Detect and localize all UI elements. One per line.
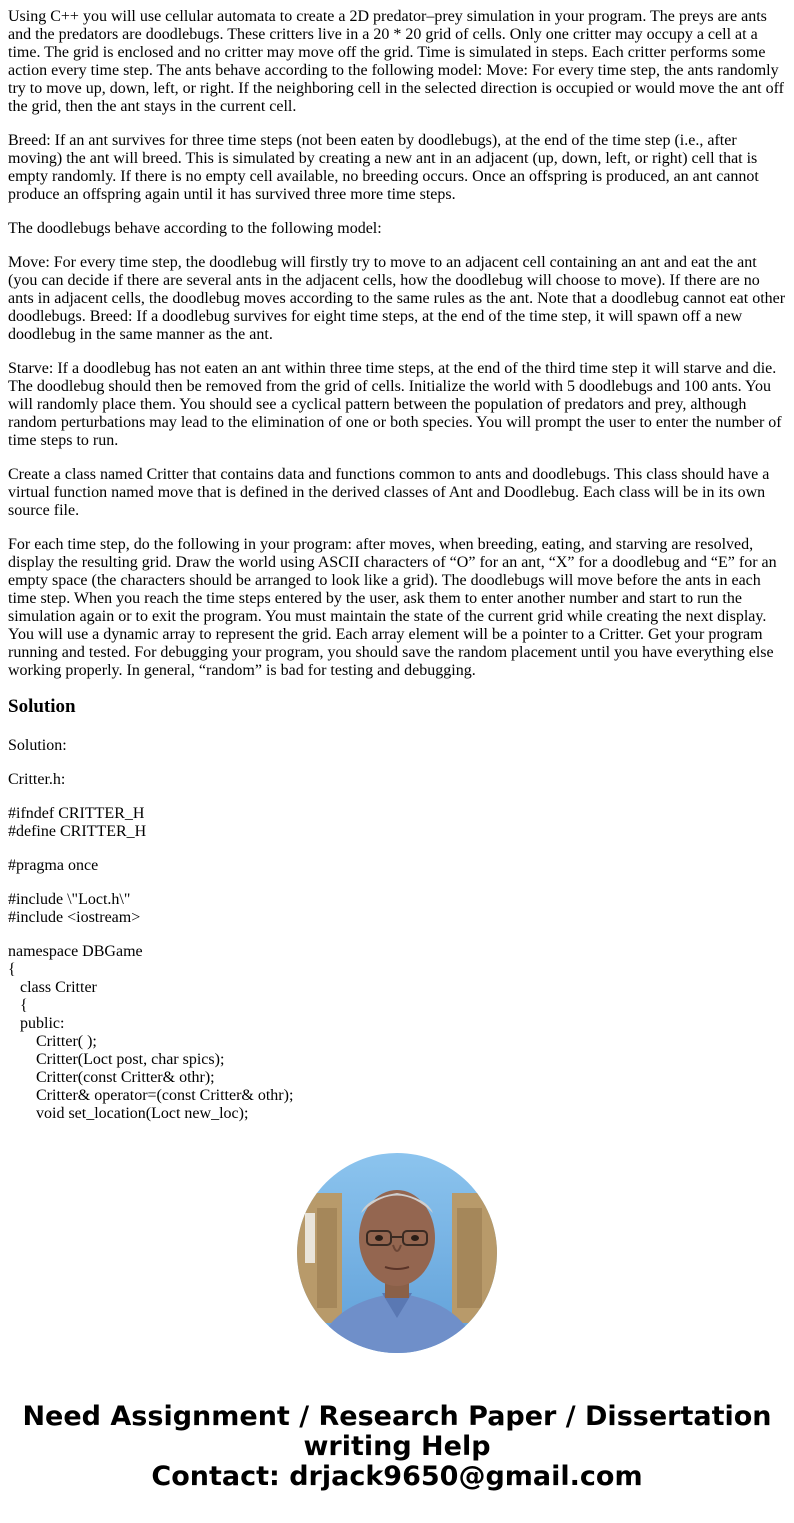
- code-line: class Critter: [8, 979, 97, 996]
- question-text: [8, 8, 788, 680]
- question-paragraph: Using C++ you will use cellular automata to create a 2D predator–prey simulation in your program. The preys are ants and the predators are doodlebugs. These critters live in a 20 * 20 grid of cells. Only one critter may occupy a cell at a time. The grid is enclosed and no critter may move off the grid. Time is simulated in steps. Each critter performs some action every time step. The ants behave according to the following model: Move: For every time step, the ants randomly try to move up, down, left, or right. If the neighboring cell in the selected direction is occupied or would move the ant off the grid, then the ant stays in the current cell.: [8, 8, 784, 115]
- code-block-class: [8, 943, 788, 1123]
- code-line: {: [8, 997, 28, 1014]
- document-body: [8, 8, 788, 1139]
- code-line: Critter(Loct post, char spics);: [8, 1051, 225, 1068]
- code-line: #pragma once: [8, 857, 99, 874]
- question-paragraph: The doodlebugs behave according to the following model:: [8, 220, 382, 237]
- file-label: Critter.h:: [8, 771, 66, 788]
- banner-line: writing Help: [303, 1431, 491, 1462]
- code-line: {: [8, 961, 16, 978]
- code-block-pragma: [8, 857, 788, 875]
- solution-label: Solution:: [8, 737, 67, 754]
- avatar: [297, 1153, 497, 1353]
- code-line: #define CRITTER_H: [8, 823, 147, 840]
- code-block-guard: [8, 805, 788, 841]
- code-line: Critter(const Critter& othr);: [8, 1069, 215, 1086]
- contact-email: Contact: drjack9650@gmail.com: [151, 1461, 643, 1492]
- contact-banner: [0, 1402, 794, 1492]
- banner-line: Need Assignment / Research Paper / Dissertation: [22, 1401, 772, 1432]
- code-line: Critter& operator=(const Critter& othr);: [8, 1087, 294, 1104]
- code-line: #include \"Loct.h\": [8, 891, 131, 908]
- code-line: #ifndef CRITTER_H: [8, 805, 145, 822]
- code-line: public:: [8, 1015, 65, 1032]
- question-paragraph: Create a class named Critter that contains data and functions common to ants and doodlebugs. This class should have a virtual function named move that is defined in the derived classes of Ant and Doodlebug. Each class will be in its own source file.: [8, 466, 770, 519]
- code-line: namespace DBGame: [8, 943, 143, 960]
- code-line: #include <iostream>: [8, 909, 141, 926]
- code-line: void set_location(Loct new_loc);: [8, 1105, 249, 1122]
- question-paragraph: Breed: If an ant survives for three time steps (not been eaten by doodlebugs), at the end of the time step (i.e., after moving) the ant will breed. This is simulated by creating a new ant in an adjacent (up, down, left, or right) cell that is empty randomly. If there is no empty cell available, no breeding occurs. Once an offspring is produced, an ant cannot produce an offspring again until it has survived three more time steps.: [8, 132, 759, 203]
- question-paragraph: For each time step, do the following in your program: after moves, when breeding, eating, and starving are resolved, display the resulting grid. Draw the world using ASCII characters of “O” for an ant, “X” for a doodlebug and “E” for an empty space (the characters should be arranged to look like a grid). The doodlebugs will move before the ants in each time step. When you reach the time steps entered by the user, ask them to enter another number and start to run the simulation again or to exit the program. You must maintain the state of the current grid while creating the next display. You will use a dynamic array to represent the grid. Each array element will be a pointer to a Critter. Get your program running and tested. For debugging your program, you should save the random placement until you have everything else working properly. In general, “random” is bad for testing and debugging.: [8, 536, 777, 679]
- question-paragraph: Move: For every time step, the doodlebug will firstly try to move to an adjacent cell containing an ant and eat the ant (you can decide if there are several ants in the adjacent cells, how the doodlebug will choose to move). If there are no ants in adjacent cells, the doodlebug moves according to the same rules as the ant. Note that a doodlebug cannot eat other doodlebugs. Breed: If a doodlebug survives for eight time steps, at the end of the time step, it will spawn off a new doodlebug in the same manner as the ant.: [8, 254, 786, 343]
- avatar-portrait: [297, 1153, 497, 1353]
- question-paragraph: Starve: If a doodlebug has not eaten an ant within three time steps, at the end of the third time step it will starve and die. The doodlebug should then be removed from the grid of cells. Initialize the world with 5 doodlebugs and 100 ants. You will randomly place them. You should see a cyclical pattern between the population of predators and prey, although random perturbations may lead to the elimination of one or both species. You will prompt the user to enter the number of time steps to run.: [8, 360, 782, 449]
- code-line: Critter( );: [8, 1033, 97, 1050]
- solution-heading: Solution: [8, 696, 76, 717]
- code-block-includes: [8, 891, 788, 927]
